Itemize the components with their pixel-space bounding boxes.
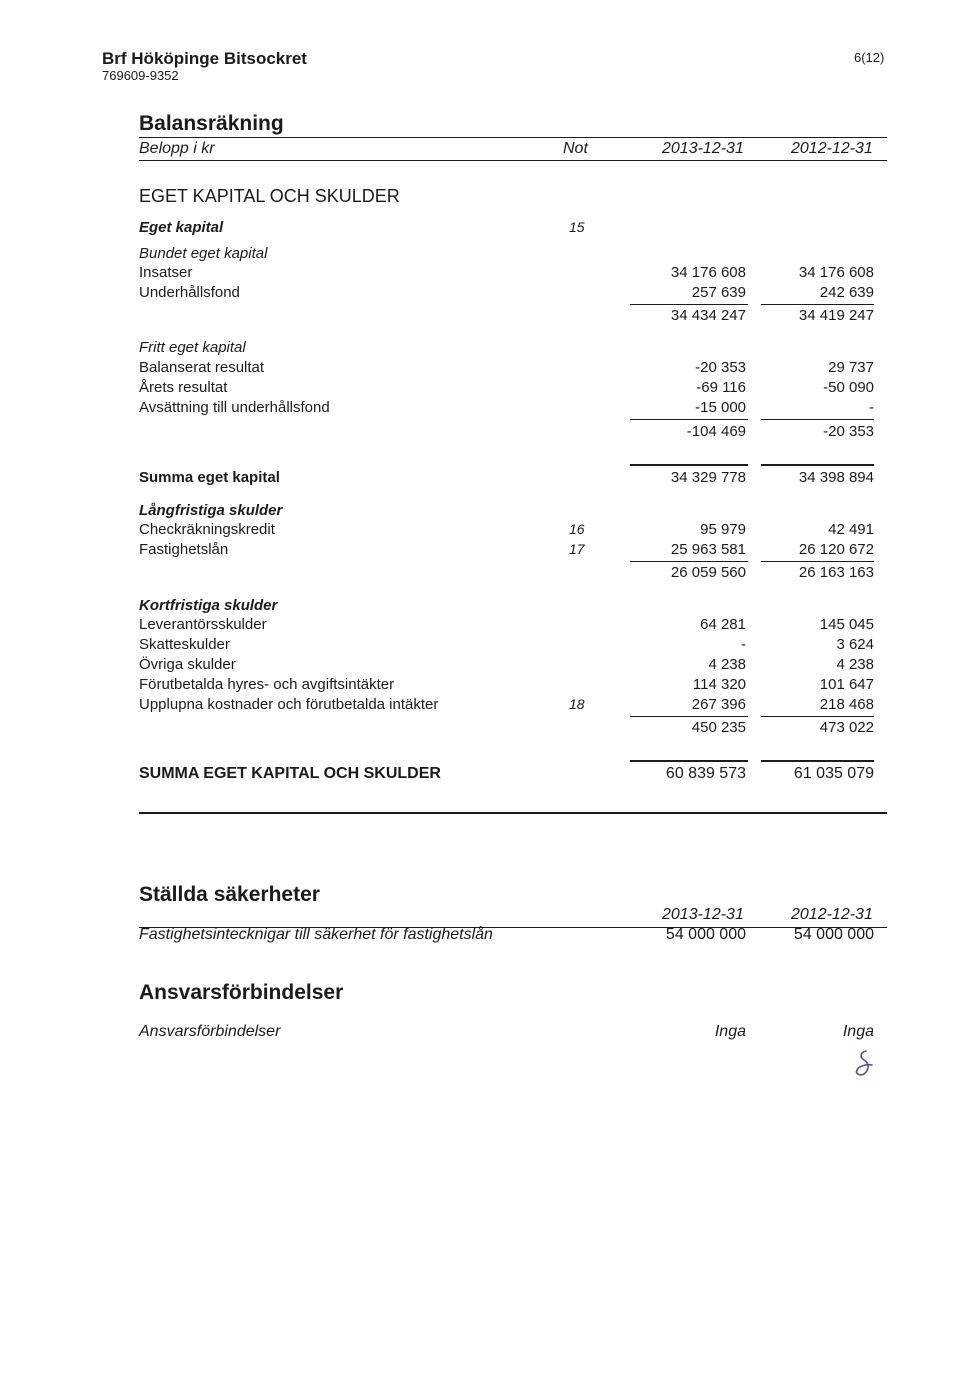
table-row [139,399,887,419]
subtotal-rule [630,561,748,562]
grand-total-row [139,765,887,785]
value-2012: 29 737 [828,359,874,376]
value-2013: 54 000 000 [665,926,746,943]
subtotal-rule [761,419,874,420]
value-2013: 34 434 247 [670,307,746,324]
value-2012: 34 176 608 [798,264,874,281]
value-2012: 3 624 [836,636,874,653]
value-2013: 114 320 [692,676,746,693]
balance-sheet-title: Balansräkning [139,112,284,135]
table-row [139,636,887,656]
value-2012: Inga [842,1023,874,1040]
row-label: Fastighetslån [139,541,229,558]
subheading-row [139,339,887,359]
subtotal-row [139,307,887,327]
note-ref: 17 [569,541,585,557]
value-2012: 4 238 [836,656,874,673]
value-2012: 42 491 [828,521,874,538]
subheading-row [139,502,887,522]
signature-initials [846,1048,880,1078]
value-2013: 267 396 [691,696,746,713]
subtotal-row [139,423,887,443]
row-label: Upplupna kostnader och förutbetalda intäkter [139,696,439,713]
section-end-rule [139,812,887,814]
table-row [139,696,887,716]
value-2013: 34 176 608 [670,264,746,281]
value-2013: Inga [714,1023,746,1040]
row-label: Avsättning till underhållsfond [139,399,330,416]
row-label: Checkräkningskredit [139,521,275,538]
value-2013: 64 281 [700,616,746,633]
subtotal-row [139,564,887,584]
value-2012: -50 090 [823,379,874,396]
section-heading: EGET KAPITAL OCH SKULDER [139,186,400,206]
table-row [139,676,887,696]
table-row [139,656,887,676]
total-rule [630,464,748,466]
subtotal-rule [761,304,874,305]
value-2012: 34 419 247 [798,307,874,324]
value-2012: 473 022 [819,719,874,736]
bundet-heading: Bundet eget kapital [139,245,268,262]
row-label: Insatser [139,264,193,281]
total-row [139,469,887,489]
table-row [139,284,887,304]
kortfristiga-heading: Kortfristiga skulder [139,597,278,614]
value-2013: 34 329 778 [670,469,746,486]
value-2013: 25 963 581 [670,541,746,558]
langfristiga-heading: Långfristiga skulder [139,502,283,519]
value-2013: -20 353 [695,359,746,376]
subtotal-rule [630,716,748,717]
subheading-row [139,245,887,265]
value-2012: 54 000 000 [793,926,874,943]
value-2013: 60 839 573 [665,765,746,782]
table-row [139,926,887,946]
column-header-2012: 2012-12-31 [791,906,873,923]
value-2013: -104 469 [686,423,746,440]
eget-kapital-heading-row [139,219,887,239]
column-header-2013: 2013-12-31 [662,906,744,923]
value-2013: -15 000 [695,399,746,416]
table-row [139,264,887,284]
value-2013: 257 639 [691,284,746,301]
subtotal-rule [630,419,748,420]
subtotal-row [139,719,887,739]
eget-kapital-heading: Eget kapital [139,219,224,236]
value-2012: 101 647 [819,676,874,693]
note-ref: 18 [569,696,585,712]
row-label: Summa eget kapital [139,469,280,486]
row-label: SUMMA EGET KAPITAL OCH SKULDER [139,765,441,782]
total-rule [761,760,874,762]
value-2013: - [741,636,746,653]
column-header-amount: Belopp i kr [139,140,215,157]
row-label: Förutbetalda hyres- och avgiftsintäkter [139,676,395,693]
row-label: Fastighetsintecknigar till säkerhet för fastighetslån [139,926,493,943]
value-2012: 26 163 163 [798,564,874,581]
table-row [139,521,887,541]
subtotal-rule [761,561,874,562]
title-rule [139,137,887,138]
organization-name: Brf Hököpinge Bitsockret [102,49,307,68]
value-2012: 61 035 079 [793,765,874,782]
row-label: Balanserat resultat [139,359,265,376]
subtotal-rule [761,716,874,717]
fritt-heading: Fritt eget kapital [139,339,246,356]
table-row [139,1023,887,1043]
table-row [139,379,887,399]
subtotal-rule [630,304,748,305]
value-2013: 95 979 [700,521,746,538]
value-2013: -69 116 [696,379,746,396]
subheading-row [139,597,887,617]
total-rule [761,464,874,466]
value-2012: -20 353 [823,423,874,440]
row-label: Övriga skulder [139,656,236,673]
row-label: Ansvarsförbindelser [139,1023,281,1040]
column-header-2012: 2012-12-31 [791,140,873,157]
value-2013: 26 059 560 [670,564,746,581]
value-2012: 145 045 [819,616,874,633]
ansvar-title: Ansvarsförbindelser [139,981,344,1004]
table-row [139,359,887,379]
organization-number: 769609-9352 [102,68,179,83]
row-label: Underhållsfond [139,284,240,301]
row-label: Leverantörsskulder [139,616,267,633]
note-ref: 15 [569,219,585,235]
value-2012: 26 120 672 [798,541,874,558]
total-rule [630,760,748,762]
header-rule [139,160,887,161]
value-2012: 242 639 [819,284,874,301]
table-row [139,616,887,636]
row-label: Skatteskulder [139,636,230,653]
value-2012: 218 468 [819,696,874,713]
value-2013: 4 238 [708,656,746,673]
page-number: 6(12) [854,50,885,65]
column-header-note: Not [563,140,588,157]
table-row [139,541,887,561]
sakerheter-title: Ställda säkerheter [139,883,320,906]
row-label: Årets resultat [139,379,228,396]
value-2012: 34 398 894 [798,469,874,486]
note-ref: 16 [569,521,585,537]
column-header-2013: 2013-12-31 [662,140,744,157]
value-2012: - [869,399,874,416]
value-2013: 450 235 [691,719,746,736]
